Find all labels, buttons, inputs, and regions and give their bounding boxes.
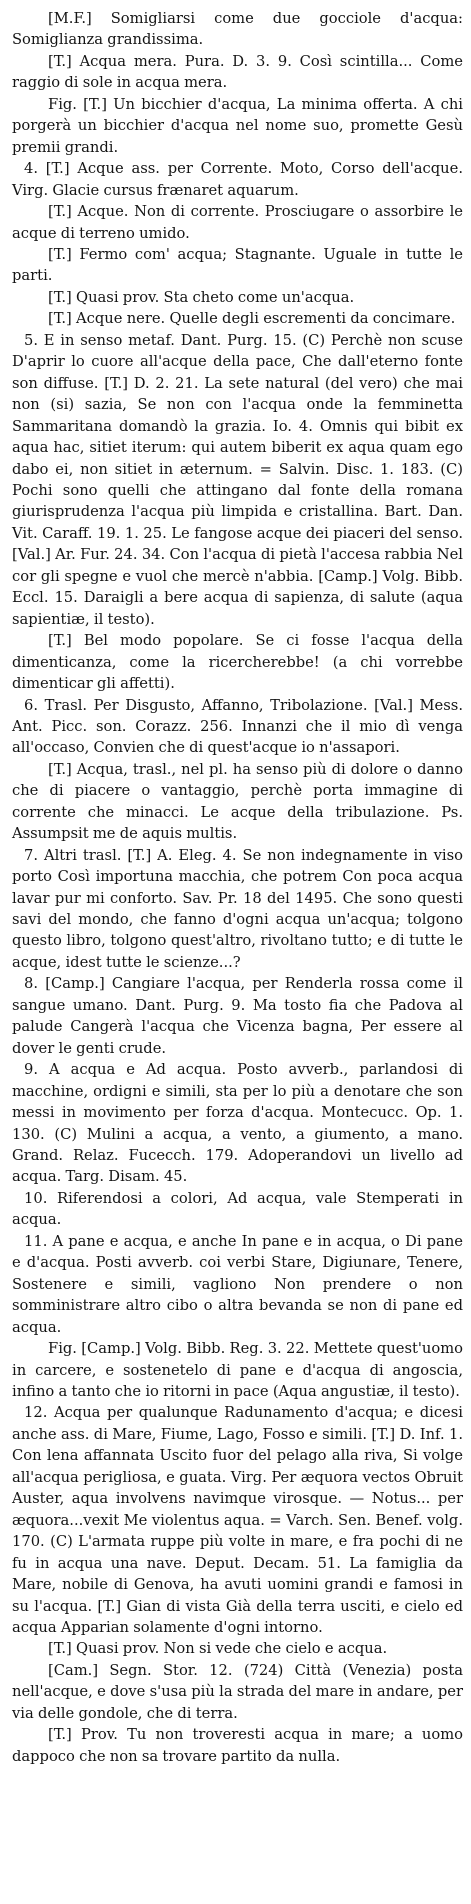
entry-paragraph: [T.] Fermo com' acqua; Stagnante. Uguale in tutte le parti. [12,245,463,285]
entry-paragraph: [T.] Acque. Non di corrente. Prosciugare o assorbire le acque di terreno umido. [12,203,463,242]
entry-paragraph: 4. [T.] Acque ass. per Corrente. Moto, Corso dell'acque. Virg. Glacie cursus frænaret aquarum. [12,160,463,199]
entry-body [12,8,463,1767]
entry-paragraph: 8. [Camp.] Cangiare l'acqua, per Renderla rossa come il sangue umano. Dant. Purg. 9. Ma tosto fia che Padova al palude Cangerà l'acqua che Vicenza bagna, Per essere al dover le genti crude. [12,975,463,1057]
entry-paragraph: Fig. [T.] Un bicchier d'acqua, La minima offerta. A chi porgerà un bicchier d'acqua nel nome suo, promette Gesù premii grandi. [12,95,463,156]
entry-paragraph: [T.] Quasi prov. Sta cheto come un'acqua. [48,288,355,306]
entry-paragraph: [T.] Acqua mera. Pura. D. 3. 9. Così scintilla... Come raggio di sole in acqua mera. [12,52,463,92]
entry-paragraph: 11. A pane e acqua, e anche In pane e in acqua, o Di pane e d'acqua. Posti avverb. coi verbi Stare, Digiunare, Tenere, Sostenere e simili, vagliono Non prendere o non somministrare altro cibo o altra bevanda se non di pane ed acqua. [12,1232,463,1336]
entry-paragraph: Fig. [Camp.] Volg. Bibb. Reg. 3. 22. Mettete quest'uomo in carcere, e sostenetelo di pane e d'acqua di angoscia, infino a tanto che io ritorni in pace (Aqua angustiæ, il testo). [12,1340,463,1400]
entry-paragraph: 9. A acqua e Ad acqua. Posto avverb., parlandosi di macchine, ordigni e simili, sta per lo più a denotare che son messi in movimento per forza d'acqua. Montecucc. Op. 1. 130. (C) Mulini a acqua, a vento, a giumento, a mano. Grand. Relaz. Fucecch. 179. Adoperandovi un livello ad acqua. Targ. Disam. 45. [12,1061,463,1186]
entry-paragraph: [T.] Bel modo popolare. Se ci fosse l'acqua della dimenticanza, come la ricercherebbe! (a chi vorrebbe dimenticar gli affetti). [12,632,463,693]
entry-paragraph: [Cam.] Segn. Stor. 12. (724) Città (Venezia) posta nell'acque, e dove s'usa più la strada del mare in andare, per via delle gondole, che di terra. [12,1661,463,1722]
entry-paragraph: [T.] Prov. Tu non troveresti acqua in mare; a uomo dappoco che non sa trovare partito da nulla. [12,1726,463,1765]
entry-paragraph: 10. Riferendosi a colori, Ad acqua, vale Stemperati in acqua. [12,1189,463,1229]
entry-paragraph: [T.] Quasi prov. Non si vede che cielo e acqua. [48,1640,388,1658]
entry-paragraph: 5. E in senso metaf. Dant. Purg. 15. (C) Perchè non scuse D'aprir lo cuore all'acque della pace, Che dall'eterno fonte son diffuse. [T.] D. 2. 21. La sete natural (del vero) che mai non (si) sazia, Se non con l'acqua onde la femminetta Sammaritana domandò la grazia. Io. 4. Omnis qui bibit ex aqua hac, sitiet iterum: qui autem biberit ex aqua quam ego dabo ei, non sitiet in æternum. = Salvin. Disc. 1. 183. (C) Pochi sono quelli che attingano dal fonte della romana giurisprudenza l'acqua più limpida e cristallina. Bart. Dan. Vit. Caraff. 19. 1. 25. Le fangose acque dei piaceri del senso. [Val.] Ar. Fur. 24. 34. Con l'acqua di pietà l'accesa rabbia Nel cor gli spegne e vuol che mercè n'abbia. [Camp.] Volg. Bibb. Eccl. 15. Daraigli a bere acqua di sapienza, di salute (aqua sapientiæ, il testo). [12,331,463,628]
entry-paragraph: 7. Altri trasl. [T.] A. Eleg. 4. Se non indegnamente in viso porto Così importuna macchia, che potrem Con poca acqua lavar pur mi conforto. Sav. Pr. 18 del 1495. Che sono questi savi del mondo, che fanno d'ogni acqua un'acqua; tolgono questo libro, tolgono quest'altro, rivoltano tutto; e di tutte le acque, idest tutte le scienze...? [12,846,463,971]
entry-paragraph: [T.] Acqua, trasl., nel pl. ha senso più di dolore o danno che di piacere o vantaggio, perchè porta immagine di corrente che minacci. Le acque della tribulazione. Ps. Assumpsit me de aquis multis. [12,760,463,843]
entry-paragraph: [M.F.] Somigliarsi come due gocciole d'acqua: Somiglianza grandissima. [12,10,463,49]
entry-paragraph: [T.] Acque nere. Quelle degli escrementi da concimare. [48,310,456,328]
entry-paragraph: 6. Trasl. Per Disgusto, Affanno, Tribolazione. [Val.] Mess. Ant. Picc. son. Corazz. 256. Innanzi che il mio dì venga all'occaso, Convien che di quest'acque io n'assapori. [12,696,463,757]
entry-paragraph: 12. Acqua per qualunque Radunamento d'acqua; e dicesi anche ass. di Mare, Fiume, Lago, Fosso e simili. [T.] D. Inf. 1. Con lena affannata Uscito fuor del pelago alla riva, Si volge all'acqua perigliosa, e guata. Virg. Per æquora vectos Obruit Auster, aqua involvens navimque virosque. — Notus... per æquora...vexit Me violentus aqua. = Varch. Sen. Benef. volg. 170. (C) L'armata ruppe più volte in mare, e fra pochi di ne fu in acqua una nave. Deput. Decam. 51. La famiglia da Mare, nobile di Genova, ha avuti uomini grandi e famosi in su l'acqua. [T.] Gian di vista Già della terra usciti, e cielo ed acqua Apparian solamente d'ogni intorno. [12,1404,463,1636]
